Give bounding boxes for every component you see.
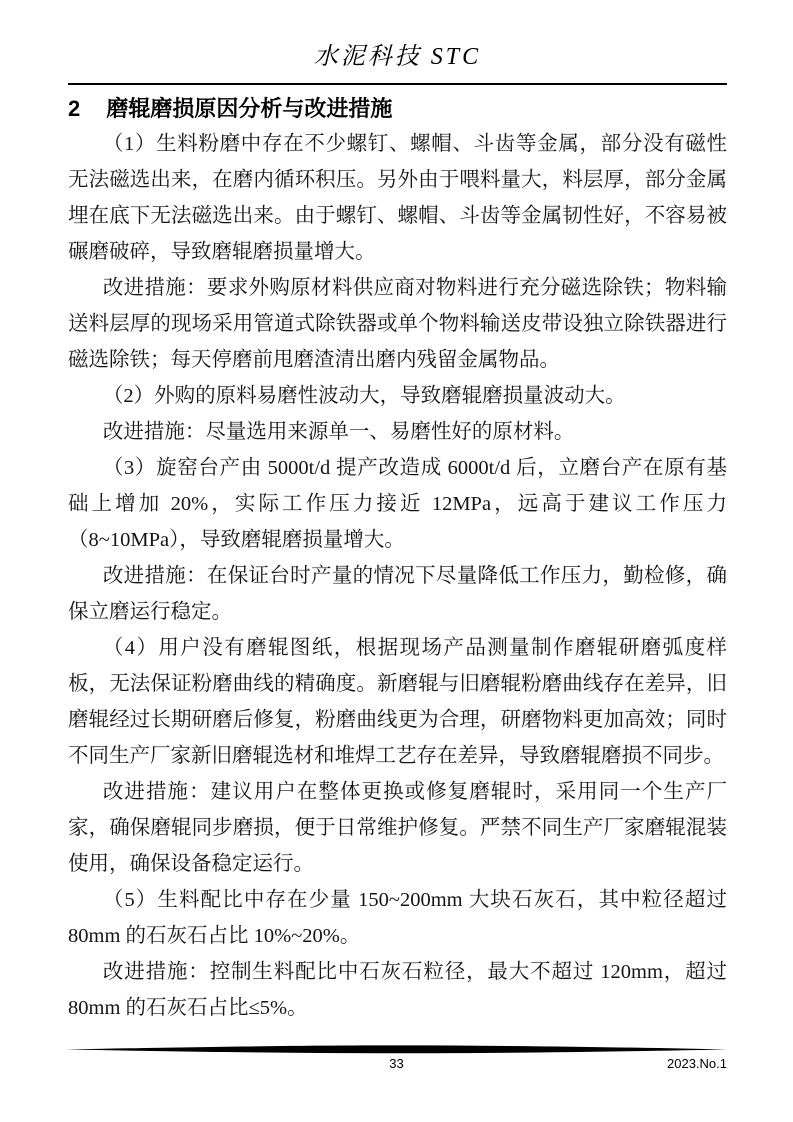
body-paragraph: （1）生料粉磨中存在不少螺钉、螺帽、斗齿等金属，部分没有磁性无法磁选出来，在磨内循环积压。另外由于喂料量大，料层厚，部分金属埋在底下无法磁选出来。由于螺钉、螺帽、斗齿等金属韧性好，不容易被碾磨破碎，导致磨辊磨损量增大。 xyxy=(68,133,727,263)
footer-rule xyxy=(66,1045,727,1054)
page-header xyxy=(68,0,727,85)
body-paragraph: 改进措施：尽量选用来源单一、易磨性好的原材料。 xyxy=(102,421,575,443)
footer-text-row xyxy=(66,1054,727,1074)
body-paragraph: （2）外购的原料易磨性波动大，导致磨辊磨损量波动大。 xyxy=(102,385,626,407)
document-body xyxy=(68,126,727,1026)
section-title: 磨辊磨损原因分析与改进措施 xyxy=(106,96,393,121)
body-paragraph: （4）用户没有磨辊图纸，根据现场产品测量制作磨辊研磨弧度样板，无法保证粉磨曲线的精确度。新磨辊与旧磨辊粉磨曲线存在差异，旧磨辊经过长期研磨后修复，粉磨曲线更为合理，研磨物料更加高效；同时不同生产厂家新旧磨辊选材和堆焊工艺存在差异，导致磨辊磨损不同步。 xyxy=(68,637,727,767)
issue-number: 2023.No.1 xyxy=(667,1056,727,1071)
section-heading xyxy=(68,94,727,124)
header-rule xyxy=(68,83,727,85)
body-paragraph: （3）旋窑台产由 5000t/d 提产改造成 6000t/d 后，立磨台产在原有基础上增加 20%，实际工作压力接近 12MPa，远高于建议工作压力（8~10MPa），导致磨辊磨损量增大。 xyxy=(68,457,727,551)
page-number: 33 xyxy=(389,1056,404,1071)
journal-title: 水泥科技 STC xyxy=(313,44,482,70)
page-footer xyxy=(66,1045,727,1074)
body-paragraph: 改进措施：控制生料配比中石灰石粒径，最大不超过 120mm，超过 80mm 的石灰石占比≤5%。 xyxy=(68,961,727,1019)
body-paragraph: （5）生料配比中存在少量 150~200mm 大块石灰石，其中粒径超过 80mm 的石灰石占比 10%~20%。 xyxy=(68,889,727,947)
body-paragraph: 改进措施：建议用户在整体更换或修复磨辊时，采用同一个生产厂家，确保磨辊同步磨损，便于日常维护修复。严禁不同生产厂家磨辊混装使用，确保设备稳定运行。 xyxy=(68,781,727,875)
section-number: 2 xyxy=(68,96,81,121)
body-paragraph: 改进措施：在保证台时产量的情况下尽量降低工作压力，勤检修，确保立磨运行稳定。 xyxy=(68,565,727,623)
body-paragraph: 改进措施：要求外购原材料供应商对物料进行充分磁选除铁；物料输送料层厚的现场采用管道式除铁器或单个物料输送皮带设独立除铁器进行磁选除铁；每天停磨前甩磨渣清出磨内残留金属物品。 xyxy=(68,277,727,371)
